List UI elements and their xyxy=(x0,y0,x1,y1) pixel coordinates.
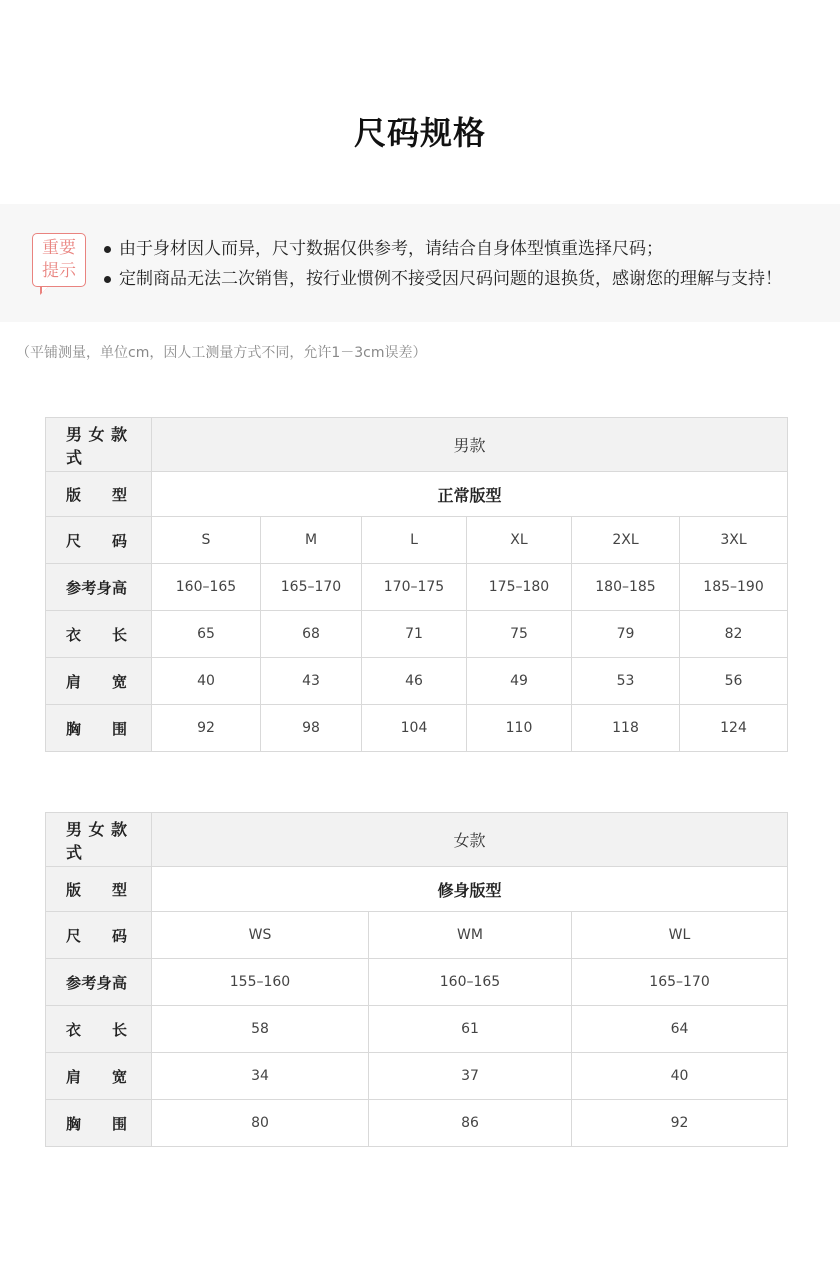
table-cell: 118 xyxy=(572,705,680,752)
table-cell: 180–185 xyxy=(572,564,680,611)
table-cell: 53 xyxy=(572,658,680,705)
table-cell: XL xyxy=(467,517,572,564)
notice-list xyxy=(104,234,782,294)
table-cell: 185–190 xyxy=(680,564,788,611)
style-value: 女款 xyxy=(152,813,788,867)
row-label: 肩 宽 xyxy=(46,1053,152,1100)
table-row xyxy=(46,1053,788,1100)
row-label: 胸 围 xyxy=(46,1100,152,1147)
table-cell: 82 xyxy=(680,611,788,658)
table-cell: 61 xyxy=(369,1006,572,1053)
table-cell: WM xyxy=(369,912,572,959)
row-label: 尺 码 xyxy=(46,912,152,959)
table-cell: 40 xyxy=(152,658,261,705)
fit-value: 正常版型 xyxy=(152,472,788,517)
row-label: 参考身高 xyxy=(46,959,152,1006)
table-cell: 175–180 xyxy=(467,564,572,611)
table-cell: 104 xyxy=(362,705,467,752)
table-cell: 79 xyxy=(572,611,680,658)
badge-line-2: 提示 xyxy=(42,261,76,281)
table-cell: WL xyxy=(572,912,788,959)
fit-value: 修身版型 xyxy=(152,867,788,912)
size-table-men xyxy=(45,417,788,752)
row-label: 参考身高 xyxy=(46,564,152,611)
table-cell: 65 xyxy=(152,611,261,658)
table-cell: 34 xyxy=(152,1053,369,1100)
table-cell: 165–170 xyxy=(261,564,362,611)
table-cell: 110 xyxy=(467,705,572,752)
table-cell: 68 xyxy=(261,611,362,658)
table-cell: 58 xyxy=(152,1006,369,1053)
table-row xyxy=(46,611,788,658)
table-row xyxy=(46,705,788,752)
page-title: 尺码规格 xyxy=(353,114,486,152)
table-cell: 49 xyxy=(467,658,572,705)
table-row xyxy=(46,813,788,867)
table-cell: 155–160 xyxy=(152,959,369,1006)
row-label: 衣 长 xyxy=(46,1006,152,1053)
table-cell: 160–165 xyxy=(152,564,261,611)
table-cell: WS xyxy=(152,912,369,959)
table-row xyxy=(46,658,788,705)
fit-label: 版 型 xyxy=(46,867,152,912)
table-cell: 56 xyxy=(680,658,788,705)
table-cell: 80 xyxy=(152,1100,369,1147)
table-cell: 40 xyxy=(572,1053,788,1100)
table-cell: 92 xyxy=(152,705,261,752)
table-cell: L xyxy=(362,517,467,564)
table-row xyxy=(46,472,788,517)
notice-item: 由于身材因人而异，尺寸数据仅供参考，请结合自身体型慎重选择尺码； xyxy=(104,234,782,264)
important-tip-badge xyxy=(32,233,86,287)
table-cell: 3XL xyxy=(680,517,788,564)
table-row xyxy=(46,1006,788,1053)
table-cell: 43 xyxy=(261,658,362,705)
notice-banner xyxy=(0,204,840,322)
measurement-note: （平铺测量，单位cm，因人工测量方式不同，允许1－3cm误差） xyxy=(16,345,427,361)
table-cell: 124 xyxy=(680,705,788,752)
table-cell: 92 xyxy=(572,1100,788,1147)
table-row xyxy=(46,418,788,472)
badge-line-1: 重要 xyxy=(42,238,76,258)
row-label: 肩 宽 xyxy=(46,658,152,705)
table-row xyxy=(46,1100,788,1147)
table-cell: 160–165 xyxy=(369,959,572,1006)
fit-label: 版 型 xyxy=(46,472,152,517)
row-label: 衣 长 xyxy=(46,611,152,658)
table-cell: 2XL xyxy=(572,517,680,564)
table-cell: 46 xyxy=(362,658,467,705)
table-cell: 165–170 xyxy=(572,959,788,1006)
table-cell: 98 xyxy=(261,705,362,752)
table-row xyxy=(46,564,788,611)
style-label: 男女款式 xyxy=(46,418,152,472)
size-table-women xyxy=(45,812,788,1147)
table-row xyxy=(46,517,788,564)
row-label: 尺 码 xyxy=(46,517,152,564)
table-row xyxy=(46,959,788,1006)
table-cell: 170–175 xyxy=(362,564,467,611)
notice-item: 定制商品无法二次销售，按行业惯例不接受因尺码问题的退换货，感谢您的理解与支持！ xyxy=(104,264,782,294)
table-cell: 64 xyxy=(572,1006,788,1053)
table-cell: 37 xyxy=(369,1053,572,1100)
table-cell: 75 xyxy=(467,611,572,658)
row-label: 胸 围 xyxy=(46,705,152,752)
table-row xyxy=(46,867,788,912)
style-value: 男款 xyxy=(152,418,788,472)
style-label: 男女款式 xyxy=(46,813,152,867)
table-row xyxy=(46,912,788,959)
table-cell: 86 xyxy=(369,1100,572,1147)
table-cell: 71 xyxy=(362,611,467,658)
table-cell: M xyxy=(261,517,362,564)
table-cell: S xyxy=(152,517,261,564)
